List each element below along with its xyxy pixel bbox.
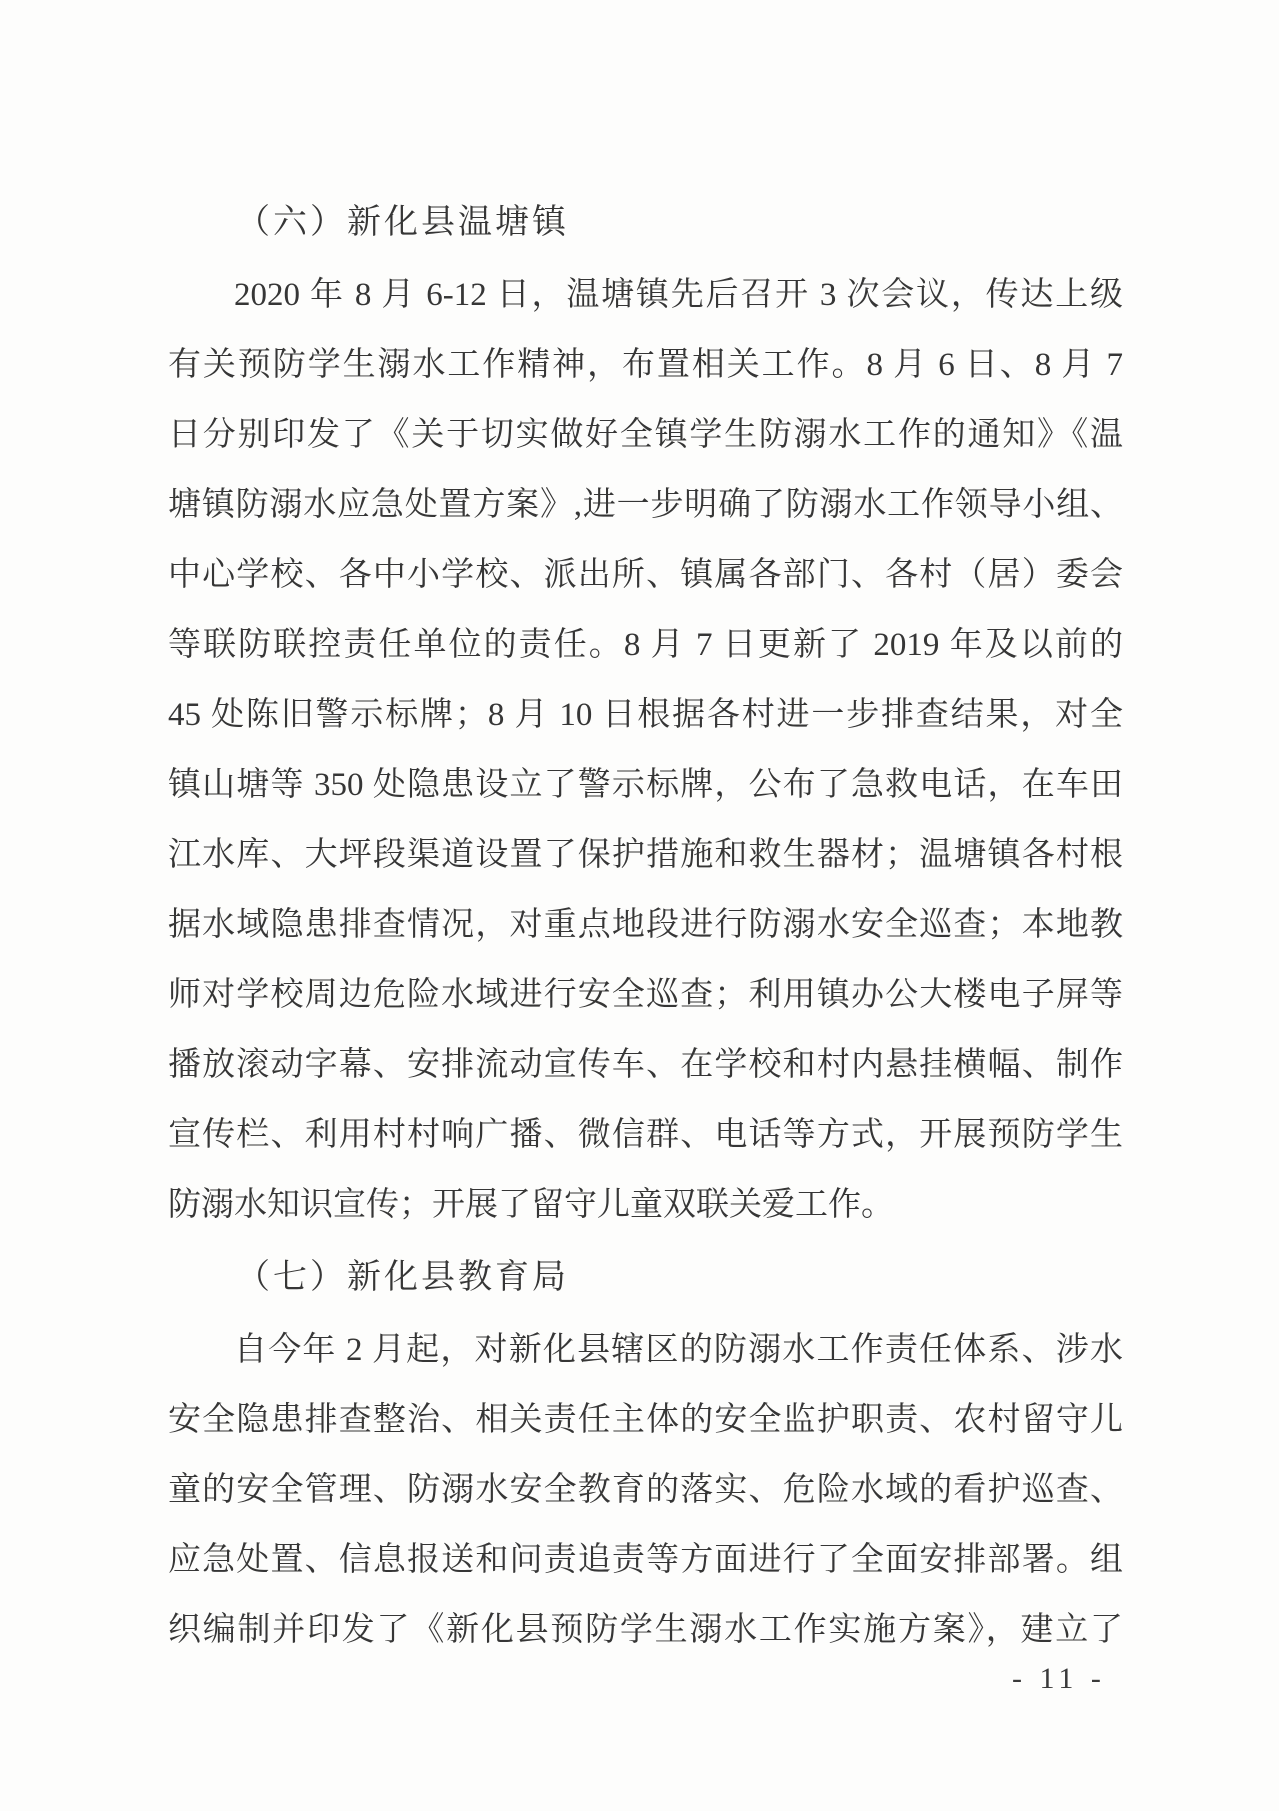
paragraph-line: 师对学校周边危险水域进行安全巡查；利用镇办公大楼电子屏等 [168, 977, 1123, 1013]
paragraph-line: 据水域隐患排查情况，对重点地段进行防溺水安全巡查；本地教 [168, 907, 1123, 943]
paragraph-line: 安全隐患排查整治、相关责任主体的安全监护职责、农村留守儿 [168, 1402, 1123, 1438]
paragraph-line: 应急处置、信息报送和问责追责等方面进行了全面安排部署。组 [168, 1542, 1123, 1578]
paragraph-line: 2020 年 8 月 6-12 日，温塘镇先后召开 3 次会议，传达上级 [234, 277, 1123, 313]
paragraph-line: 防溺水知识宣传；开展了留守儿童双联关爱工作。 [168, 1187, 894, 1223]
page-number: - 11 - [1012, 1662, 1106, 1695]
paragraph-line: 播放滚动字幕、安排流动宣传车、在学校和村内悬挂横幅、制作 [168, 1047, 1123, 1083]
paragraph-line: 45 处陈旧警示标牌；8 月 10 日根据各村进一步排查结果，对全 [168, 697, 1123, 733]
section-7-paragraph [168, 1315, 1123, 1665]
section-heading-6: （六）新化县温塘镇 [236, 204, 569, 241]
paragraph-line: 日分别印发了《关于切实做好全镇学生防溺水工作的通知》《温 [168, 417, 1123, 453]
section-heading-7: （七）新化县教育局 [236, 1259, 569, 1296]
paragraph-line: 织编制并印发了《新化县预防学生溺水工作实施方案》，建立了 [168, 1612, 1123, 1648]
document-body [168, 185, 1123, 1665]
paragraph-line: 等联防联控责任单位的责任。8 月 7 日更新了 2019 年及以前的 [168, 627, 1123, 663]
paragraph-line: 中心学校、各中小学校、派出所、镇属各部门、各村（居）委会 [168, 557, 1123, 593]
paragraph-line: 童的安全管理、防溺水安全教育的落实、危险水域的看护巡查、 [168, 1472, 1123, 1508]
paragraph-line: 宣传栏、利用村村响广播、微信群、电话等方式，开展预防学生 [168, 1117, 1123, 1153]
section-6-paragraph [168, 260, 1123, 1240]
paragraph-line: 有关预防学生溺水工作精神，布置相关工作。8 月 6 日、8 月 7 [168, 347, 1124, 383]
paragraph-line: 镇山塘等 350 处隐患设立了警示标牌，公布了急救电话，在车田 [168, 767, 1123, 803]
paragraph-line: 塘镇防溺水应急处置方案》,进一步明确了防溺水工作领导小组、 [168, 487, 1123, 523]
paragraph-line: 自今年 2 月起，对新化县辖区的防溺水工作责任体系、涉水 [234, 1332, 1123, 1368]
paragraph-line: 江水库、大坪段渠道设置了保护措施和救生器材；温塘镇各村根 [168, 837, 1123, 873]
